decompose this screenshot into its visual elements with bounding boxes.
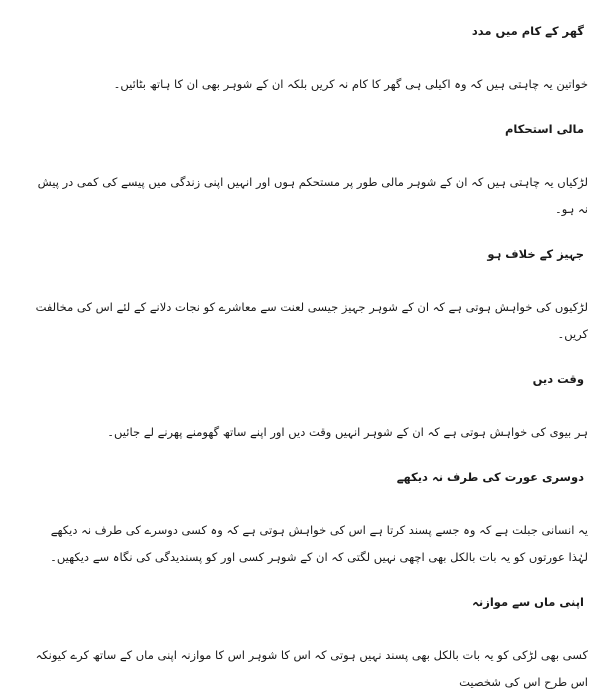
section-against-dowry bbox=[30, 245, 588, 348]
section-paragraph: خواتین یہ چاہتی ہیں کہ وہ اکیلی ہی گھر کا کام نہ کریں بلکہ ان کے شوہر بھی ان کا ہاتھ بٹائیں۔ bbox=[113, 77, 588, 91]
section-household-help bbox=[30, 22, 588, 98]
section-other-woman bbox=[30, 468, 588, 571]
section-heading: وقت دیں bbox=[532, 372, 584, 386]
section-give-time bbox=[30, 370, 588, 446]
section-financial-stability bbox=[30, 120, 588, 223]
section-heading: جہیز کے خلاف ہو bbox=[487, 247, 584, 261]
section-heading: اپنی ماں سے موازنہ bbox=[472, 595, 584, 609]
section-paragraph: یہ انسانی جبلت ہے کہ وہ جسے پسند کرتا ہے اس کی خواہش ہوتی ہے کہ وہ کسی دوسرے کی طرف نہ دیکھے لہٰذا عورتوں کو یہ بات بالکل بھی اچھی نہیں لگتی کہ ان کے شوہر کسی اور کو پسندیدگی کی نگاہ سے دیکھیں۔ bbox=[50, 523, 588, 564]
section-paragraph: کسی بھی لڑکی کو یہ بات بالکل بھی پسند نہیں ہوتی کہ اس کا شوہر اس کا موازنہ اپنی ماں کے ساتھ کرے کیونکہ اس طرح اس کی شخصیت bbox=[35, 648, 588, 689]
section-heading: مالی استحکام bbox=[504, 122, 584, 136]
section-heading: دوسری عورت کی طرف نہ دیکھے bbox=[396, 470, 584, 484]
section-mother-comparison bbox=[30, 593, 588, 696]
section-paragraph: لڑکیاں یہ چاہتی ہیں کہ ان کے شوہر مالی طور پر مستحکم ہوں اور انہیں اپنی زندگی میں پیسے کی کمی در پیش نہ ہو۔ bbox=[37, 175, 588, 216]
section-heading: گھر کے کام میں مدد bbox=[471, 24, 584, 38]
section-paragraph: ہر بیوی کی خواہش ہوتی ہے کہ ان کے شوہر انہیں وقت دیں اور اپنے ساتھ گھومنے پھرنے لے جائیں۔ bbox=[107, 425, 588, 439]
section-paragraph: لڑکیوں کی خواہش ہوتی ہے کہ ان کے شوہر جہیز جیسی لعنت سے معاشرے کو نجات دلانے کے لئے اس کی مخالفت کریں۔ bbox=[35, 300, 588, 341]
